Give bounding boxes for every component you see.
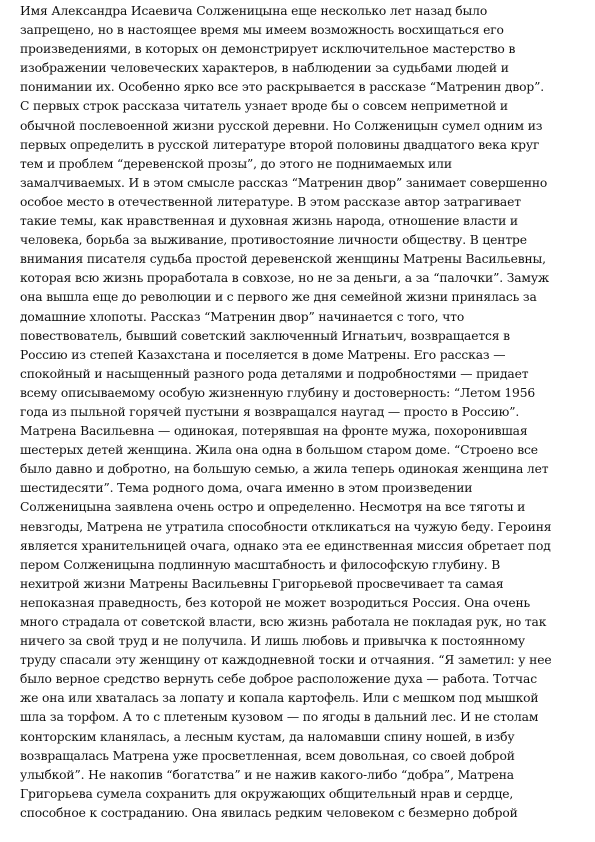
text-line: изображении человеческих характеров, в наблюдении за судьбами людей и xyxy=(20,61,509,76)
text-line: повествователь, бывший советский заключенный Игнатьич, возвращается в xyxy=(20,328,510,343)
text-line: произведениями, в которых он демонстрирует исключительное мастерство в xyxy=(20,42,516,57)
text-line: человека, борьба за выживание, противостояние личности обществу. В центре xyxy=(20,233,527,248)
text-line: всему описываемому особую жизненную глубину и достоверность: “Летом 1956 xyxy=(20,385,536,400)
text-line: она вышла еще до революции и с первого же дня семейной жизни принялась за xyxy=(20,290,537,305)
text-line: тем и проблем “деревенской прозы”, до этого не поднимаемых или xyxy=(20,156,452,171)
text-line: понимании их. Особенно ярко все это раскрывается в рассказе “Матренин двор”. xyxy=(20,80,544,95)
text-line: С первых строк рассказа читатель узнает вроде бы о совсем неприметной и xyxy=(20,99,508,114)
text-line: же она или хваталась за лопату и копала картофель. Или с мешком под мышкой xyxy=(20,691,539,706)
text-line: является хранительницей очага, однако эта ее единственная миссия обретает под xyxy=(20,538,551,553)
text-line: конторским кланялась, а лесным кустам, да наломавши спину ношей, в избу xyxy=(20,729,515,744)
text-line: пером Солженицына подлинную масштабность и философскую глубину. В xyxy=(20,557,501,572)
text-line: способное к состраданию. Она явилась редким человеком с безмерно доброй xyxy=(20,805,518,820)
text-line: Григорьева сумела сохранить для окружающих общительный нрав и сердце, xyxy=(20,786,514,801)
text-line: спокойный и насыщенный разного рода деталями и подробностями — придает xyxy=(20,366,529,381)
text-line: которая всю жизнь проработала в совхозе, но не за деньги, а за “палочки”. Замуж xyxy=(20,271,550,286)
text-line: Солженицына заявлена очень остро и определенно. Несмотря на все тяготы и xyxy=(20,500,526,515)
text-line: домашние хлопоты. Рассказ “Матренин двор” начинается с того, что xyxy=(20,309,465,324)
text-line: запрещено, но в настоящее время мы имеем возможность восхищаться его xyxy=(20,23,504,38)
text-line: ничего за свой труд и не получила. И лишь любовь и привычка к постоянному xyxy=(20,634,525,649)
text-line: такие темы, как нравственная и духовная жизнь народа, отношение власти и xyxy=(20,214,518,229)
text-line: труду спасали эту женщину от каждодневной тоски и отчаяния. “Я заметил: у нее xyxy=(20,653,552,668)
text-line: невзгоды, Матрена не утратила способности откликаться на чужую беду. Героиня xyxy=(20,519,552,534)
text-line: замалчиваемых. И в этом смысле рассказ “Матренин двор” занимает совершенно xyxy=(20,175,548,190)
essay-text xyxy=(20,2,580,823)
text-line: шестерых детей женщина. Жила она одна в большом старом доме. “Строено все xyxy=(20,443,538,458)
text-line: шла за торфом. А то с плетеным кузовом — по ягоды в дальний лес. И не столам xyxy=(20,710,539,725)
text-line: обычной послевоенной жизни русской деревни. Но Солженицын сумел одним из xyxy=(20,118,543,133)
text-line: непоказная праведность, без которой не может возродиться Россия. Она очень xyxy=(20,595,531,610)
text-line: шестидесяти”. Тема родного дома, очага именно в этом произведении xyxy=(20,481,473,496)
text-line: особое место в отечественной литературе. В этом рассказе автор затрагивает xyxy=(20,194,521,209)
text-line: внимания писателя судьба простой деревенской женщины Матрены Васильевны, xyxy=(20,252,546,267)
text-line: нехитрой жизни Матрены Васильевны Григорьевой просвечивает та самая xyxy=(20,576,504,591)
text-line: возвращалась Матрена уже просветленная, всем довольная, со своей доброй xyxy=(20,748,515,763)
text-line: много страдала от советской власти, всю жизнь работала не покладая рук, но так xyxy=(20,615,547,629)
text-line: улыбкой”. Не накопив “богатства” и не нажив какого-либо “добра”, Матрена xyxy=(20,767,514,782)
text-line: Матрена Васильевна — одинокая, потерявшая на фронте мужа, похоронившая xyxy=(20,424,528,439)
text-line: было давно и добротно, на большую семью, а жила теперь одинокая женщина лет xyxy=(20,462,549,477)
text-line: Имя Александра Исаевича Солженицына еще несколько лет назад было xyxy=(20,4,488,18)
text-line: было верное средство вернуть себе доброе расположение духа — работа. Тотчас xyxy=(20,672,537,687)
text-line: года из пыльной горячей пустыни я возвращался наугад — просто в Россию”. xyxy=(20,404,520,419)
text-line: первых определить в русской литературе второй половины двадцатого века круг xyxy=(20,137,540,152)
text-line: Россию из степей Казахстана и поселяется в доме Матрены. Его рассказ — xyxy=(20,347,506,362)
